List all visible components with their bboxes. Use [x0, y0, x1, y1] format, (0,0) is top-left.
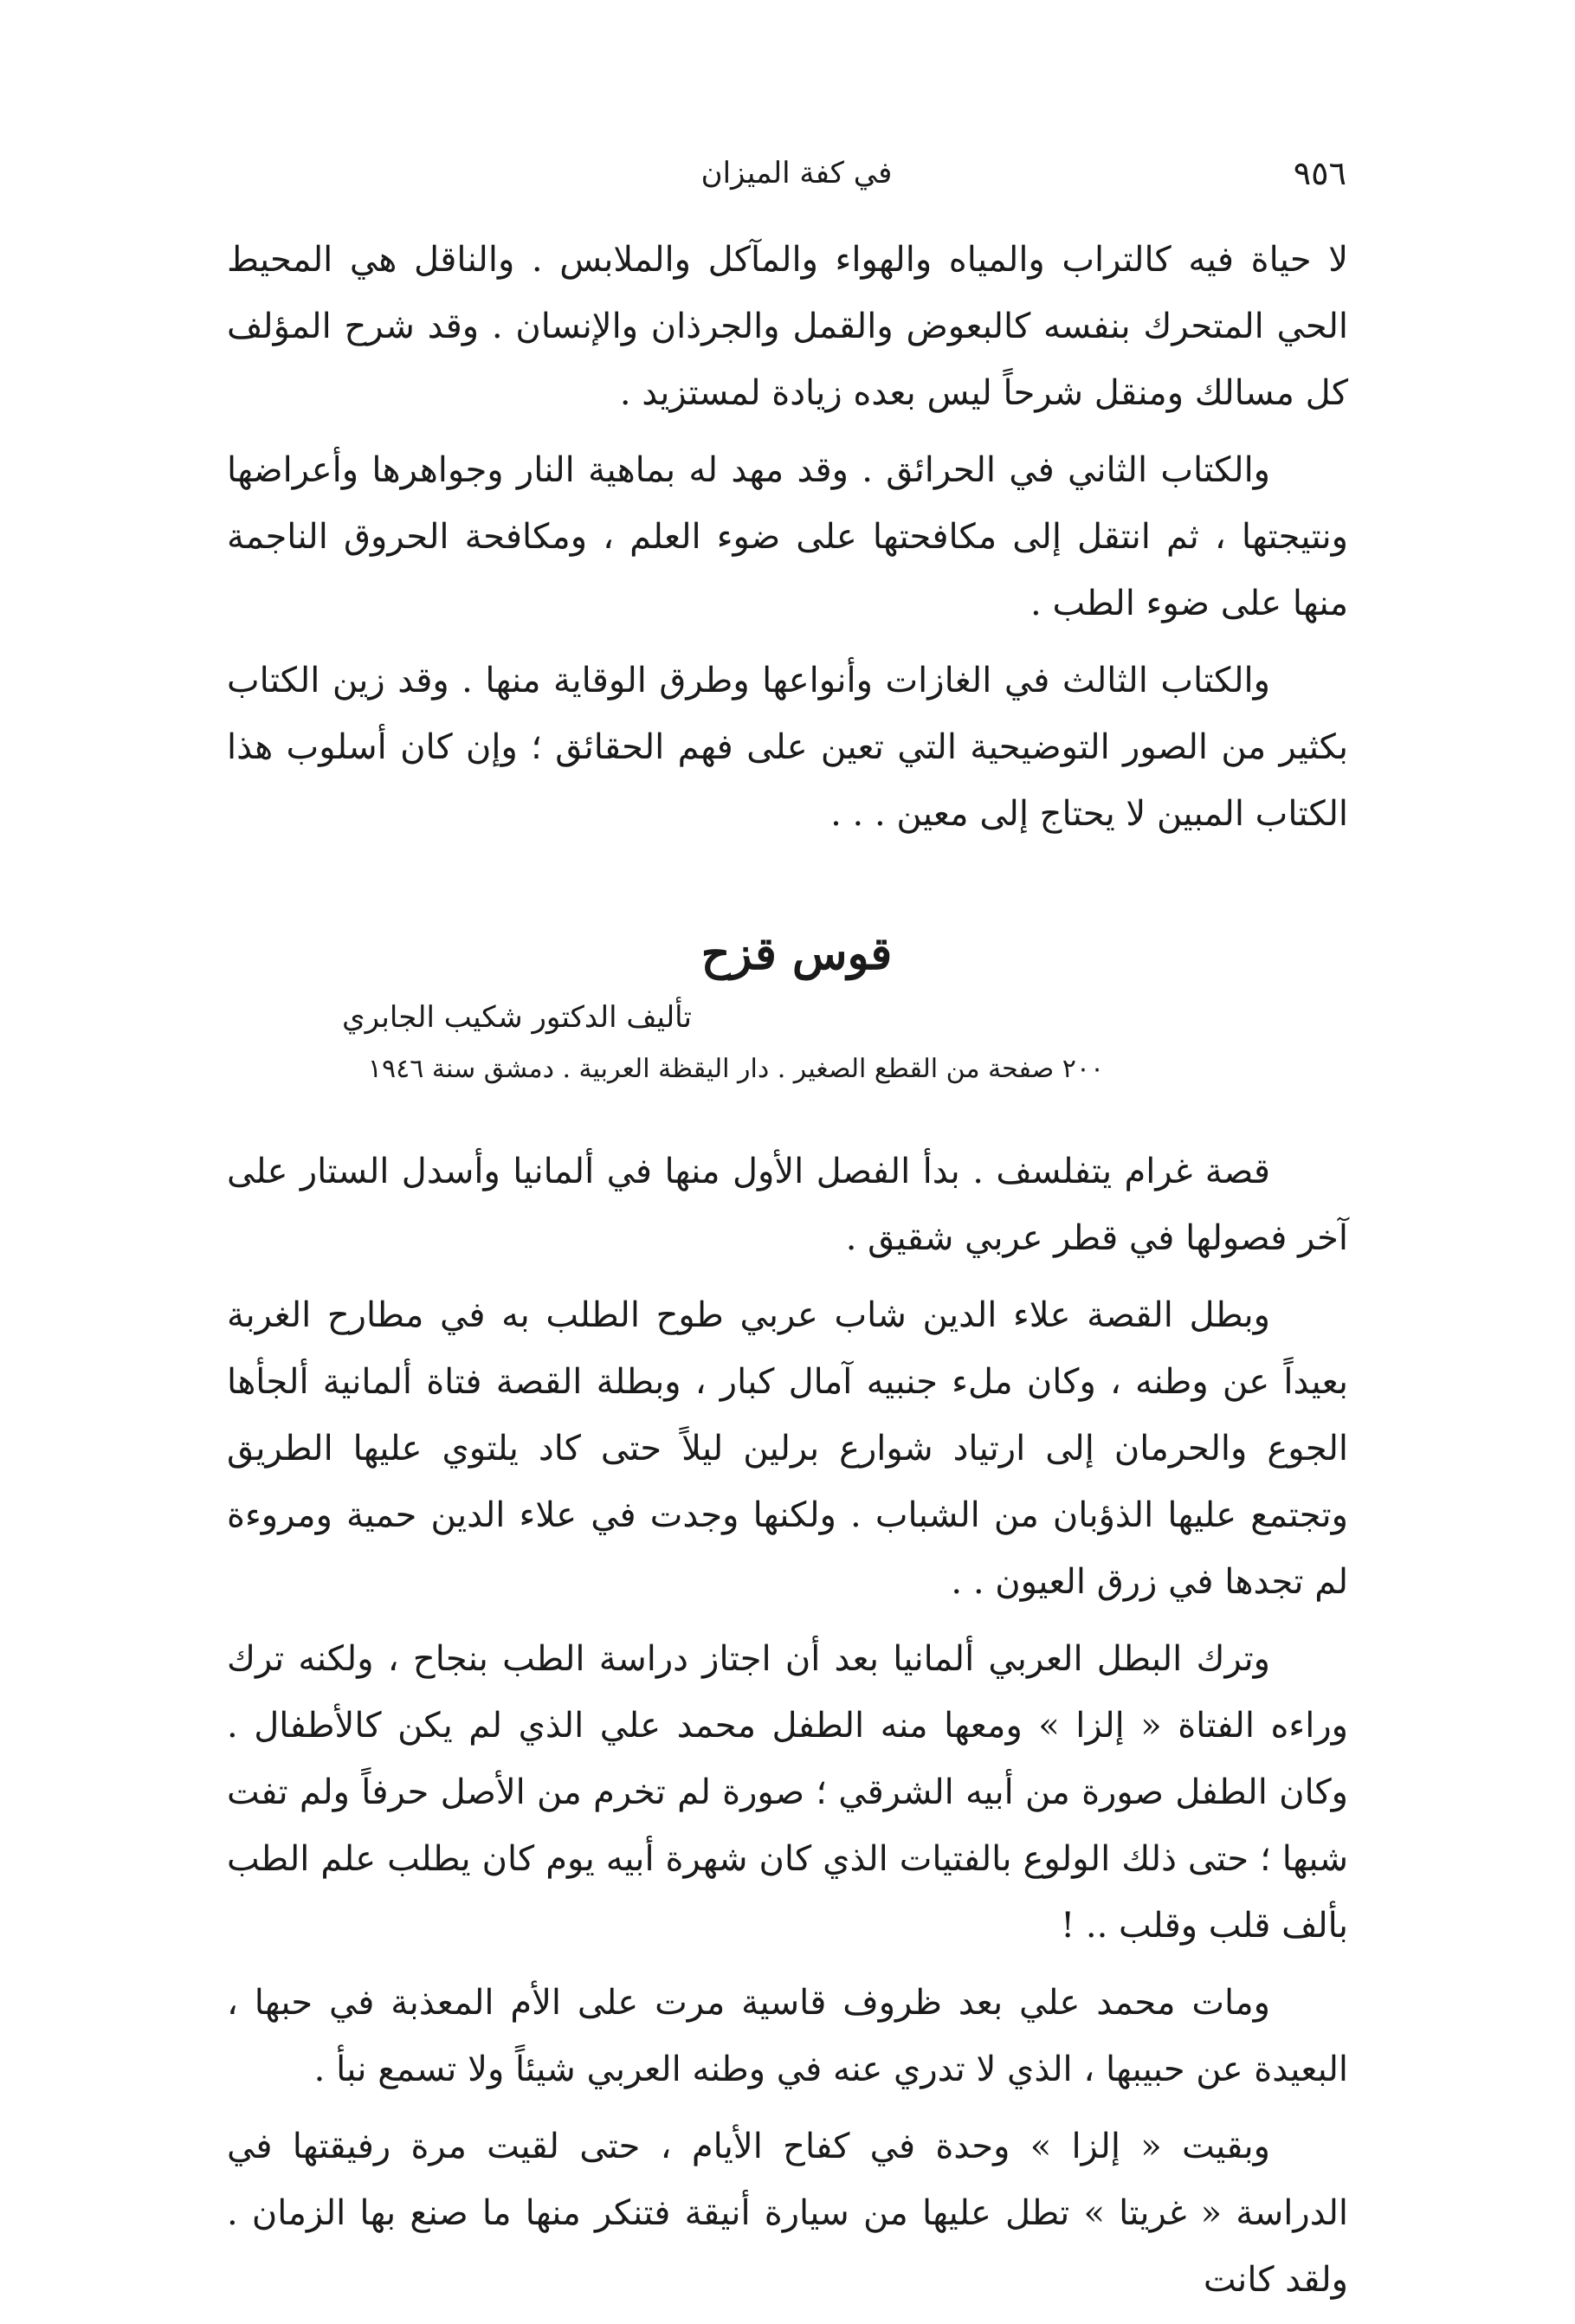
- paragraph: لا حياة فيه كالتراب والمياه والهواء والمآكل والملابس . والناقل هي المحيط الحي المتحرك بنفسه كالبعوض والقمل والجرذان والإنسان . وقد شرح المؤلف كل مسالك ومنقل شرحاً ليس بعده زيادة لمستزيد .: [227, 240, 1348, 413]
- paragraph: والكتاب الثالث في الغازات وأنواعها وطرق الوقاية منها . وقد زين الكتاب بكثير من الصور التوضيحية التي تعين على فهم الحقائق ؛ وإن كان أسلوب هذا الكتاب المبين لا يحتاج إلى معين . . .: [227, 661, 1348, 834]
- review-author: تأليف الدكتور شكيب الجابري: [342, 1000, 692, 1035]
- running-head: [247, 147, 1346, 208]
- page-number: ٩٥٦: [1293, 154, 1346, 192]
- paragraph: وبقيت « إلزا » وحدة في كفاح الأيام ، حتى لقيت مرة رفيقتها في الدراسة « غريتا » تطل عليها من سيارة أنيقة فتنكر منها ما صنع بها الزمان . ولقد كانت: [227, 2127, 1348, 2300]
- paragraph: وترك البطل العربي ألمانيا بعد أن اجتاز دراسة الطب بنجاح ، ولكنه ترك وراءه الفتاة « إلزا » ومعها منه الطفل محمد علي الذي لم يكن كالأطفال . وكان الطفل صورة من أبيه الشرقي ؛ صورة لم تخرم من الأصل حرفاً ولم تفت شبها ؛ حتى ذلك الولوع بالفتيات الذي كان شهرة أبيه يوم كان يطلب علم الطب بألف قلب وقلب .. !: [227, 1639, 1348, 1946]
- review-title: قوس قزح: [700, 927, 893, 980]
- paragraph: والكتاب الثاني في الحرائق . وقد مهد له بماهية النار وجواهرها وأعراضها ونتيجتها ، ثم انتقل إلى مكافحتها على ضوء العلم ، ومكافحة الحروق الناجمة منها على ضوء الطب .: [227, 450, 1348, 623]
- paragraph: وبطل القصة علاء الدين شاب عربي طوح الطلب به في مطارح الغربة بعيداً عن وطنه ، وكان ملء جنبيه آمال كبار ، وبطلة القصة فتاة ألمانية ألجأها الجوع والحرمان إلى ارتياد شوارع برلين ليلاً حتى كاد يلتوي عليها الطريق وتجتمع عليها الذؤبان من الشباب . ولكنها وجدت في علاء الدين حمية ومروءة لم تجدها في زرق العيون . .: [227, 1295, 1348, 1602]
- running-title: في كفة الميزان: [700, 156, 893, 190]
- previous-review-body: [227, 227, 1348, 858]
- publication-info: ٢٠٠ صفحة من القطع الصغير . دار اليقظة العربية . دمشق سنة ١٩٤٦: [367, 1054, 1105, 1084]
- review-body: [227, 1139, 1348, 2324]
- paragraph: قصة غرام يتفلسف . بدأ الفصل الأول منها في ألمانيا وأسدل الستار على آخر فصولها في قطر عربي شقيق .: [227, 1152, 1348, 1258]
- paragraph: ومات محمد علي بعد ظروف قاسية مرت على الأم المعذبة في حبها ، البعيدة عن حبيبها ، الذي لا تدري عنه في وطنه العربي شيئاً ولا تسمع نبأ .: [227, 1983, 1348, 2089]
